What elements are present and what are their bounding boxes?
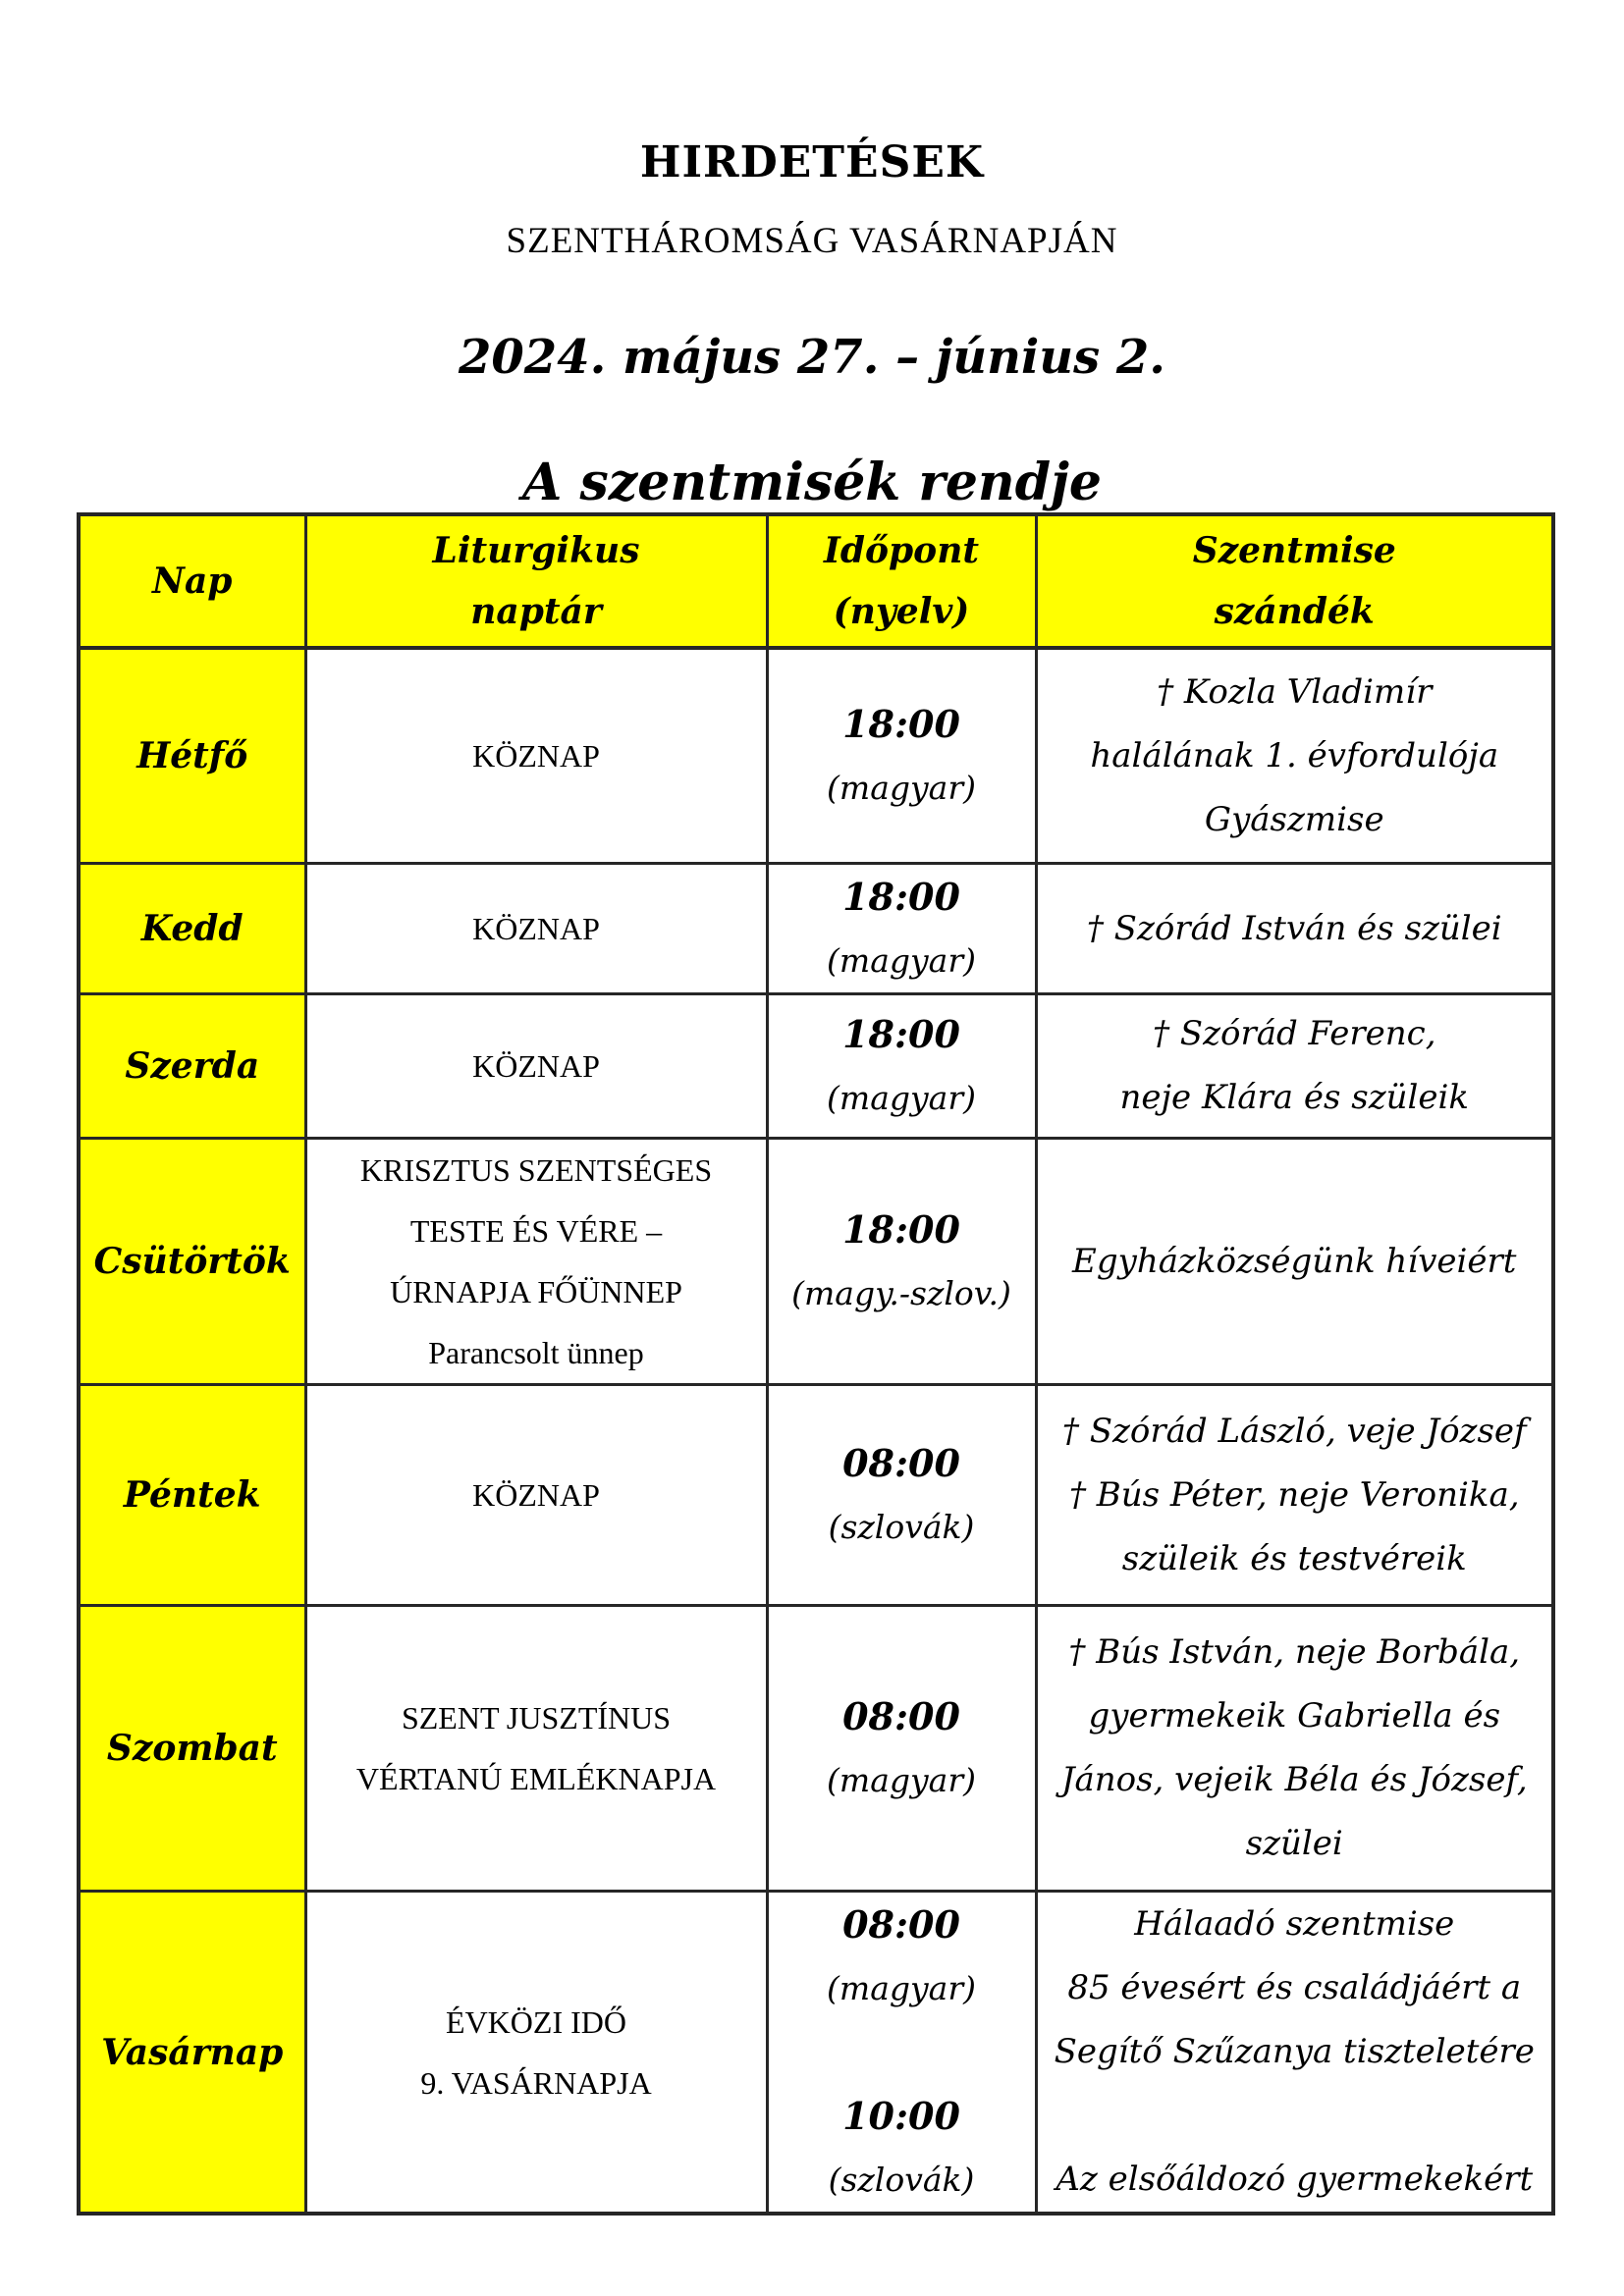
calendar-line: KÖZNAP (472, 911, 600, 946)
calendar-line: 9. VASÁRNAPJA (420, 2064, 652, 2101)
intention-line: Gyászmise (1204, 799, 1384, 839)
column-header-nap (79, 514, 305, 648)
time-cell (767, 648, 1036, 864)
intention-line: szülei (1245, 1824, 1343, 1863)
language-label: (szlovák) (828, 2161, 975, 2199)
blank-line (1046, 2084, 1544, 2148)
table-row-szerda (79, 994, 1553, 1139)
day-cell-csutortok: Csütörtök (79, 1139, 305, 1385)
table-row-kedd (79, 864, 1553, 994)
mass-schedule-table (77, 512, 1555, 2216)
intention-cell (1036, 864, 1553, 994)
column-header-line: naptár (470, 591, 602, 632)
day-cell-szerda: Szerda (79, 994, 305, 1139)
time-cell (767, 994, 1036, 1139)
calendar-line: ÉVKÖZI IDŐ (446, 2003, 626, 2040)
table-row-hetfo (79, 648, 1553, 864)
column-header-szentmise-szandek (1036, 514, 1553, 648)
table-row-vasarnap (79, 1892, 1553, 2215)
day-cell-vasarnap: Vasárnap (79, 1892, 305, 2215)
column-header-line: szándék (1214, 591, 1375, 632)
table-row-csutortok (79, 1139, 1553, 1385)
column-header-line: Liturgikus (432, 530, 640, 571)
calendar-line: KÖZNAP (472, 738, 600, 774)
language-label: (magyar) (827, 1079, 976, 1117)
calendar-line: SZENT JUSZTÍNUS (401, 1700, 672, 1735)
time-value: 18:00 (842, 702, 960, 746)
time-cell (767, 1892, 1036, 2215)
intention-cell (1036, 994, 1553, 1139)
intention-line: † Szórád Ferenc, (1152, 1014, 1436, 1053)
calendar-cell (305, 1892, 767, 2215)
time-value: 08:00 (842, 1441, 960, 1485)
table-row-szombat (79, 1606, 1553, 1892)
calendar-cell (305, 994, 767, 1139)
column-header-line: (nyelv) (833, 591, 970, 632)
calendar-cell (305, 648, 767, 864)
language-label: (magy.-szlov.) (791, 1274, 1011, 1312)
intention-line: † Bús István, neje Borbála, (1068, 1632, 1521, 1672)
column-header-line: Nap (152, 561, 233, 602)
intention-line: János, vejeik Béla és József, (1060, 1760, 1528, 1799)
intention-line: 85 évesért és családjáért a (1067, 1968, 1522, 2007)
intention-line: † Kozla Vladimír (1157, 671, 1433, 712)
intention-line: szüleik és testvéreik (1121, 1538, 1467, 1578)
time-value: 08:00 (842, 1902, 960, 1947)
calendar-cell (305, 864, 767, 994)
time-cell (767, 864, 1036, 994)
calendar-cell (305, 1606, 767, 1892)
time-value: 18:00 (842, 1012, 960, 1056)
intention-line: neje Klára és szüleik (1119, 1078, 1469, 1117)
time-value: 18:00 (842, 1207, 960, 1252)
time-cell (767, 1385, 1036, 1606)
intention-line: † Bús Péter, neje Veronika, (1068, 1474, 1520, 1515)
time-cell (767, 1139, 1036, 1385)
calendar-line: ÚRNAPJA FŐÜNNEP (390, 1274, 682, 1309)
language-label: (magyar) (827, 1969, 976, 2007)
intention-line: † Szórád István és szülei (1086, 908, 1502, 948)
time-value: 10:00 (842, 2094, 960, 2138)
calendar-line: KRISZTUS SZENTSÉGES (359, 1152, 713, 1188)
section-heading: A szentmisék rendje (522, 453, 1102, 512)
intention-line: Egyházközségünk híveiért (1072, 1241, 1517, 1281)
intention-line: halálának 1. évfordulója (1090, 735, 1499, 775)
calendar-line: KÖZNAP (472, 1477, 600, 1513)
intention-cell (1036, 648, 1553, 864)
calendar-line: KÖZNAP (472, 1048, 600, 1084)
intention-cell (1036, 1385, 1553, 1606)
time-value: 18:00 (842, 875, 960, 919)
language-label: (magyar) (827, 769, 976, 807)
calendar-line: TESTE ÉS VÉRE – (409, 1213, 663, 1249)
intention-line: gyermekeik Gabriella és (1088, 1696, 1501, 1735)
document-header (0, 137, 1624, 512)
time-cell (767, 1606, 1036, 1892)
intention-line: Segítő Szűzanya tiszteletére (1054, 2032, 1535, 2071)
calendar-line: Parancsolt ünnep (428, 1335, 644, 1370)
time-value: 08:00 (842, 1694, 960, 1738)
column-header-idopont-nyelv (767, 514, 1036, 648)
language-label: (szlovák) (828, 1508, 975, 1546)
calendar-cell (305, 1385, 767, 1606)
table-header-row (79, 514, 1553, 648)
intention-line: Hálaadó szentmise (1134, 1904, 1455, 1944)
intention-line: Az elsőáldozó gyermekekért (1056, 2160, 1534, 2199)
column-header-liturgikus-naptar (305, 514, 767, 648)
day-cell-pentek: Péntek (79, 1385, 305, 1606)
day-cell-szombat: Szombat (79, 1606, 305, 1892)
date-range: 2024. május 27. – június 2. (459, 330, 1165, 385)
intention-cell (1036, 1606, 1553, 1892)
page-title: HIRDETÉSEK (639, 137, 985, 187)
column-header-line: Időpont (823, 530, 979, 571)
calendar-cell (305, 1139, 767, 1385)
intention-cell (1036, 1139, 1553, 1385)
blank-line (773, 2020, 1031, 2084)
column-header-line: Szentmise (1192, 530, 1396, 571)
table-row-pentek (79, 1385, 1553, 1606)
intention-cell (1036, 1892, 1553, 2215)
day-cell-hetfo: Hétfő (79, 648, 305, 864)
intention-line: † Szórád László, veje József (1061, 1411, 1527, 1451)
language-label: (magyar) (827, 941, 976, 980)
language-label: (magyar) (827, 1761, 976, 1799)
calendar-line: VÉRTANÚ EMLÉKNAPJA (355, 1761, 717, 1796)
page-subtitle: SZENTHÁROMSÁG VASÁRNAPJÁN (506, 221, 1118, 261)
day-cell-kedd: Kedd (79, 864, 305, 994)
